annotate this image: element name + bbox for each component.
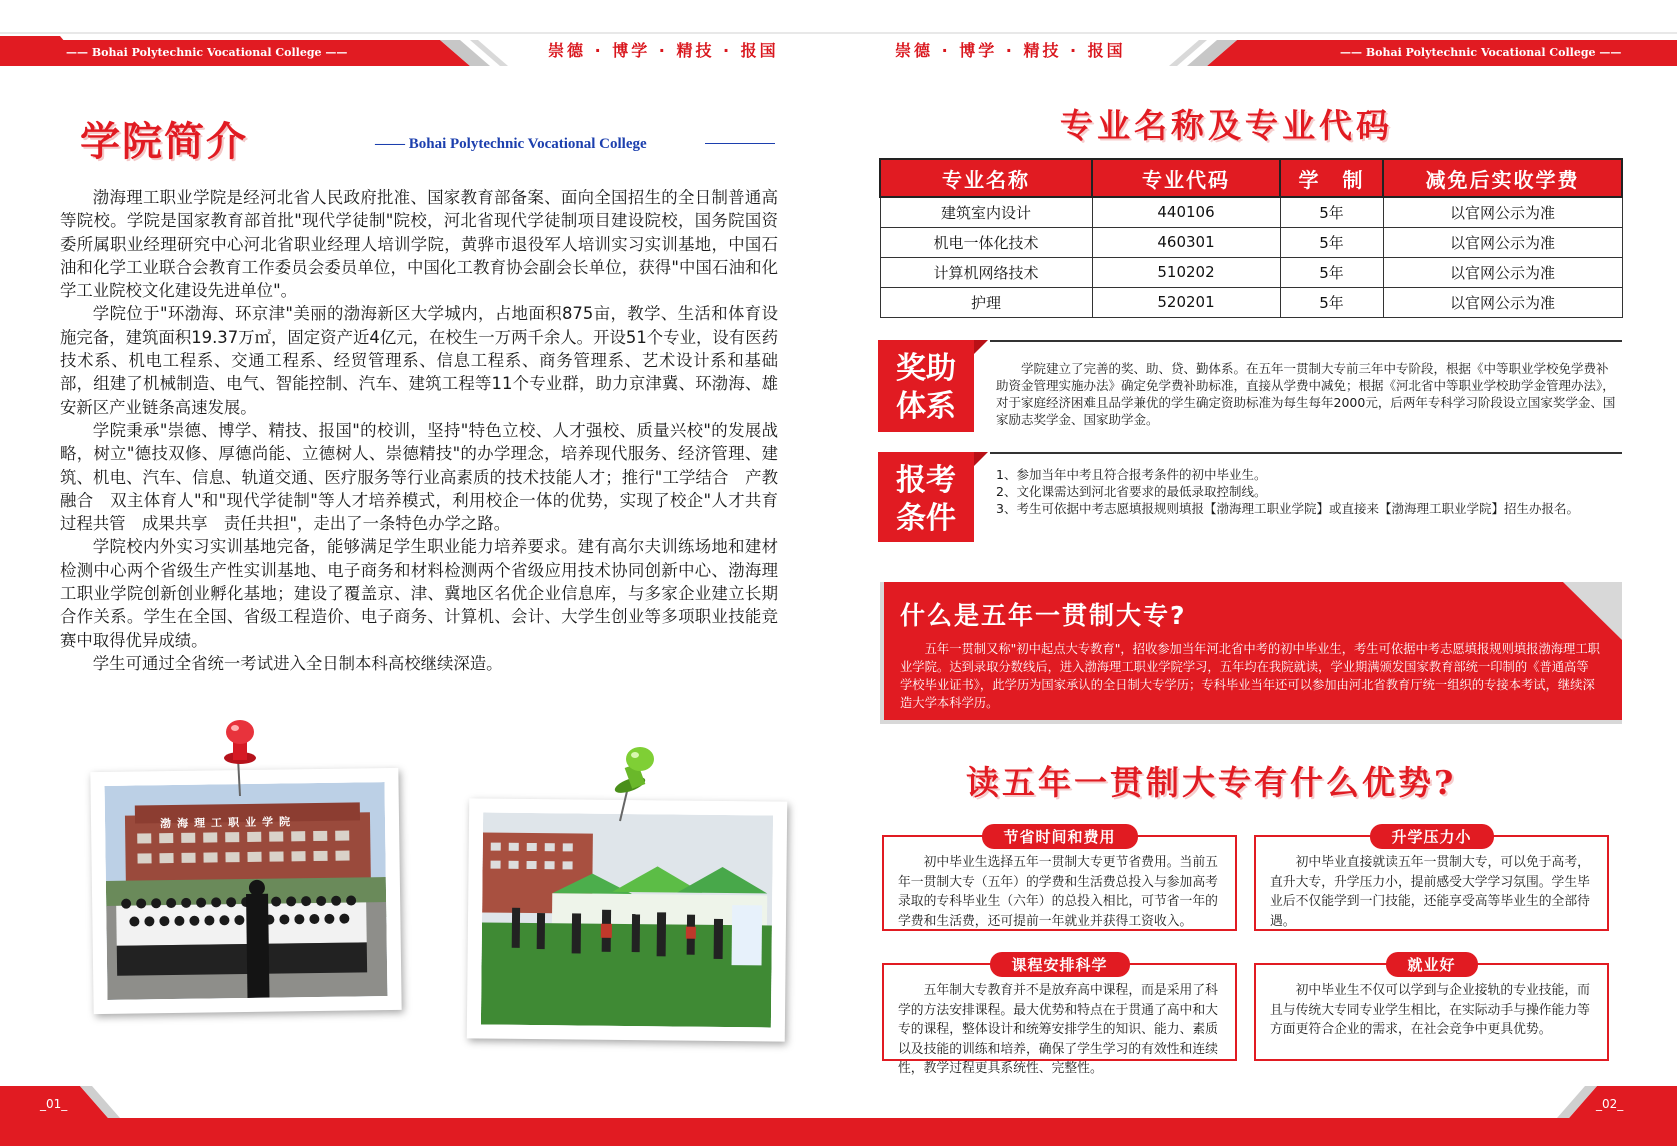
intro-paragraph: 渤海理工职业学院是经河北省人民政府批准、国家教育部备案、面向全国招生的全日制普通高等院校。学院是国家教育部首批"现代学徒制"院校，河北省现代学徒制项目建设院校，国务院国资委所属职业经理研究中心河北省职业经理人培训学院，黄骅市退役军人培训实习实训基地，中国石油和化学工业联合会教育工作委员会委员单位，中国化工教育协会副会长单位，获得"中国石油和化学工业院校文化建设先进单位"。 (60, 188, 778, 301)
intro-paragraph: 学院秉承"崇德、博学、精技、报国"的校训，坚持"特色立校、人才强校、质量兴校"的发展战略，树立"德技双修、厚德尚能、立德树人、崇德精技"的办学理念，培养现代服务、经济管理、建筑、机电、汽车、信息、轨道交通、医疗服务等行业高素质的技术技能人才；推行"工学结合 产教融合 双主体育人"和"现代学徒制"等人才培养模式，利用校企一体的优势，实现了校企"人才共育 过程共管 成果共享 责任共担"，走出了一条特色办学之路。 (60, 420, 795, 534)
requirements-label-box (878, 452, 974, 542)
advantage-tag: 升学压力小 (1369, 824, 1493, 849)
intro-paragraph: 学生可通过全省统一考试进入全日制本科高校继续深造。 (92, 653, 503, 673)
cell-code: 520201 (1092, 287, 1280, 317)
advantage-tag: 课程安排科学 (989, 952, 1129, 977)
intro-paragraph: 学院校内外实习实训基地完备，能够满足学生职业能力培养要求。建有高尔夫训练场地和建材检测中心两个省级生产性实训基地、电子商务和材料检测两个省级应用技术协同创新中心、渤海理工职业学院创新创业孵化基地；建设了覆盖京、津、冀地区名优企业信息库，与多家企业建立长期合作关系。学生在全国、省级工程造价、电子商务、计算机、会计、大学生创业等多项职业技能竞赛中取得优异成绩。 (60, 537, 778, 650)
cell-major: 计算机网络技术 (880, 257, 1092, 287)
cell-tuition: 以官网公示为准 (1383, 197, 1622, 227)
cell-duration: 5年 (1280, 197, 1383, 227)
advantage-text: 初中毕业生选择五年一贯制大专更节省费用。当前五年一贯制大专（五年）的学费和生活费总投入与参加高考录取的专科毕业生（六年）的总投入相比，可节省一年的学费和生活费，还可提前一年就业并获得工资收入。 (898, 855, 1218, 929)
aid-top-rule (990, 340, 1622, 342)
majors-title: 专业名称及专业代码 (1060, 106, 1393, 145)
subtitle-rule (705, 143, 775, 144)
top-header-band (0, 0, 1677, 70)
requirements-label-line2: 条件 (896, 501, 956, 536)
advantage-tag: 就业好 (1385, 952, 1477, 977)
table-row (880, 287, 1622, 317)
intro-paragraph: 学院位于"环渤海、环京津"美丽的渤海新区大学城内，占地面积875亩，教学、生活和体育设施完备，建筑面积19.37万㎡，固定资产近4亿元，在校生一万两千余人。开设51个专业，设有医药技术系、机电工程系、交通工程系、经贸管理系、信息工程系、商务管理系、艺术设计系和基础部，组建了机械制造、电气、智能控制、汽车、建筑工程等11个专业群，助力京津冀、环渤海、雄安新区产业链条高速发展。 (60, 304, 778, 417)
requirement-item: 3、考生可依据中考志愿填报规则填报【渤海理工职业学院】或直接来【渤海理工职业学院】招生办报名。 (996, 501, 1579, 516)
advantage-tag: 节省时间和费用 (981, 824, 1137, 849)
advantage-text: 初中毕业生不仅可以学到与企业接轨的专业技能，而且与传统大专同专业学生相比，在实际动手与操作能力等方面更符合企业的需求，在社会竞争中更具优势。 (1270, 983, 1590, 1037)
col-header-tuition: 减免后实收学费 (1383, 159, 1622, 197)
cell-major: 建筑室内设计 (880, 197, 1092, 227)
bottom-footer-band (0, 1078, 1677, 1146)
advantage-text: 初中毕业直接就读五年一贯制大专，可以免于高考，直升大专，升学压力小，提前感受大学学习氛围。学生毕业后不仅能学到一门技能，还能享受高等毕业生的全部待遇。 (1270, 855, 1590, 929)
header-college-name-left: —— Bohai Polytechnic Vocational College —— (66, 46, 348, 59)
cell-tuition: 以官网公示为准 (1383, 287, 1622, 317)
intro-title: 学院简介 (80, 118, 248, 165)
intro-subtitle: —— Bohai Polytechnic Vocational College (375, 136, 647, 152)
red-pushpin-icon (218, 718, 268, 798)
page-number-left: _01_ (40, 1097, 68, 1111)
requirement-item: 1、参加当年中考且符合报考条件的初中毕业生。 (996, 467, 1267, 482)
table-row (880, 227, 1622, 257)
cell-code: 440106 (1092, 197, 1280, 227)
table-row (880, 257, 1622, 287)
what-is-title: 什么是五年一贯制大专? (900, 601, 1187, 630)
cell-code: 510202 (1092, 257, 1280, 287)
what-is-text: 五年一贯制又称"初中起点大专教育"，招收参加当年河北省中考的初中毕业生，考生可依据中考志愿填报规则填报渤海理工职业学院。达到录取分数线后，进入渤海理工职业学院学习，五年均在我院就读，学业期满颁发国家教育部统一印制的《普通高等学校毕业证书》，此学历为国家承认的全日制大专学历；专科毕业当年还可以参加由河北省教育厅统一组织的专接本考试，继续深造大学本科学历。 (900, 642, 1600, 710)
col-header-major: 专业名称 (880, 159, 1092, 197)
requirements-label-line1: 报考 (896, 463, 956, 498)
footer-band-graphic (0, 1078, 1677, 1146)
cell-code: 460301 (1092, 227, 1280, 257)
advantages-title: 读五年一贯制大专有什么优势? (966, 763, 1457, 802)
what-is-five-year-box (880, 582, 1622, 724)
aid-label-box (878, 340, 974, 432)
cell-major: 护理 (880, 287, 1092, 317)
advantage-text: 五年制大专教育并不是放弃高中课程，而是采用了科学的方法安排课程。最大优势和特点在于贯通了高中和大专的课程，整体设计和统筹安排学生的知识、能力、素质以及技能的训练和培养，确保了学生学习的有效性和连续性，教学过程更具系统性、完整性。 (898, 983, 1218, 1076)
cell-tuition: 以官网公示为准 (1383, 257, 1622, 287)
cell-tuition: 以官网公示为准 (1383, 227, 1622, 257)
photo-campus-fair (467, 798, 787, 1041)
aid-label-line2: 体系 (896, 389, 956, 424)
header-band-graphic (0, 0, 1677, 70)
photo-campus-fair-image (481, 812, 773, 1027)
cell-duration: 5年 (1280, 287, 1383, 317)
photo-campus-group (90, 768, 401, 1014)
requirements-top-rule (990, 452, 1622, 454)
advantage-card-time-cost (882, 828, 1237, 931)
photo-caption: 渤海理工职业学院 (159, 815, 297, 831)
advantage-card-curriculum (882, 956, 1237, 1076)
photo-campus-group-image (105, 782, 388, 1000)
aid-label-line1: 奖助 (896, 351, 956, 386)
header-motto-left: 崇德 · 博学 · 精技 · 报国 (548, 41, 779, 60)
requirement-item: 2、文化课需达到河北省要求的最低录取控制线。 (996, 484, 1267, 499)
cell-duration: 5年 (1280, 257, 1383, 287)
cell-major: 机电一体化技术 (880, 227, 1092, 257)
advantage-card-employment (1254, 956, 1609, 1061)
intro-body (60, 186, 795, 675)
campus-fair-illustration (481, 812, 773, 1027)
cell-duration: 5年 (1280, 227, 1383, 257)
advantage-card-low-pressure (1254, 828, 1609, 931)
header-college-name-right: —— Bohai Polytechnic Vocational College —— (1340, 46, 1622, 59)
requirements-list (996, 466, 1616, 517)
majors-table (879, 158, 1623, 318)
header-motto-right: 崇德 · 博学 · 精技 · 报国 (895, 41, 1126, 60)
table-row (880, 197, 1622, 227)
col-header-code: 专业代码 (1092, 159, 1280, 197)
table-header-row (880, 159, 1622, 197)
page-number-right: _02_ (1596, 1097, 1624, 1111)
green-pushpin-icon (610, 745, 670, 825)
col-header-duration: 学 制 (1280, 159, 1383, 197)
aid-text: 学院建立了完善的奖、助、贷、勤体系。在五年一贯制大专前三年中专阶段，根据《中等职业学校免学费补助资金管理实施办法》确定免学费补助标准，直接从学费中减免；根据《河北省中等职业学校助学金管理办法》，对于家庭经济困难且品学兼优的学生确定资助标准为每生每年2000元，后两年专科学习阶段设立国家奖学金、国家励志奖学金、国家助学金。 (996, 361, 1616, 427)
